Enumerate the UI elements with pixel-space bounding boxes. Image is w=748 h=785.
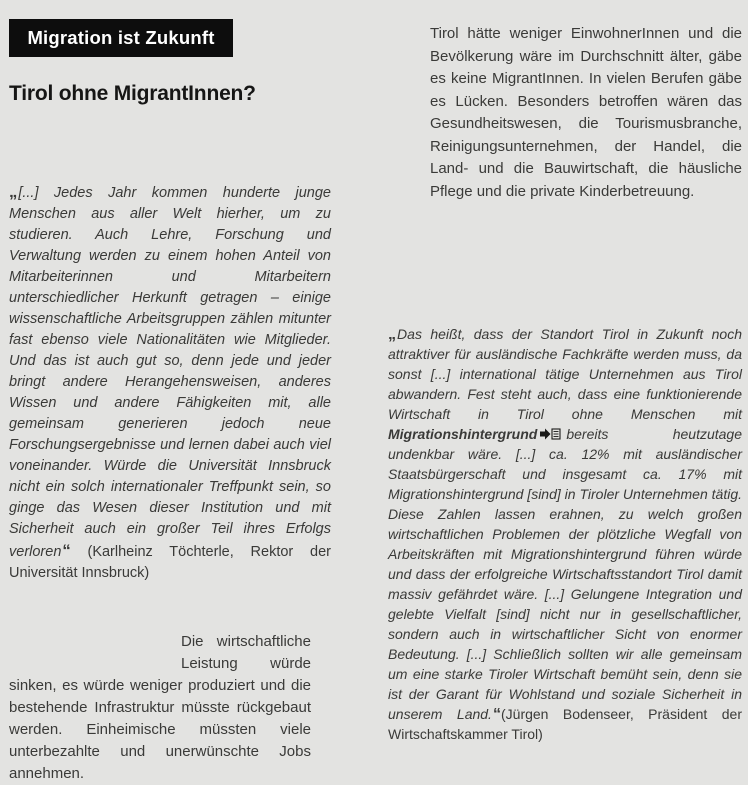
quote-toechterle xyxy=(9,181,331,584)
quote-bodenseer-text-part1: Das heißt, dass der Standort Tirol in Zukunft noch attraktiver für ausländische Fachkräfte werden muss, da sonst [...] international tätige Unternehmen aus Tirol abwandern. Fest steht auch, dass eine funktionierende Wirtschaft in Tirol ohne Menschen mit xyxy=(388,326,742,422)
quote-bodenseer xyxy=(388,324,742,744)
cross-reference-icon xyxy=(540,428,561,440)
quote-bodenseer-text-part2: bereits heutzutage undenkbar wäre. [...] ca. 12% mit ausländischer Staatsbürgerschaft und insgesamt ca. 17% mit Migrationshintergrund [sind] in Tiroler Unternehmen tätig. Diese Zahlen lassen erahnen, zu welch großen wirtschaftlichen Problemen der plötzliche Wegfall von Arbeitskräften mit Migrationshintergrund führen würde und dass der erfolgreiche Wirtschaftsstandort Tirol damit massiv gefährdet wäre. [...] Gelungene Integration und gelebte Vielfalt [sind] nicht nur in gesellschaftlicher, sondern auch in wirtschaftlicher Sicht von enormer Bedeutung. [...] Schließlich sollten wir alle gemeinsam um eine starke Tiroler Wirtschaft bemüht sein, denn sie ist der Garant für Wohlstand und soziale Sicherheit in unserem Land. xyxy=(388,426,742,722)
open-quote-mark: „ xyxy=(388,325,396,343)
quote-toechterle-text: [...] Jedes Jahr kommen hunderte junge Menschen aus aller Welt hierher, um zu studieren. Auch Lehre, Forschung und Verwaltung werden zu einem hohen Anteil von Mitarbeiterinnen und Mitarbeitern unterschiedlicher Herkunft getragen – einige wissenschaftliche Arbeitsgruppen zählen mitunter fast ebenso viele Nationalitäten wie Mitglieder. Und das ist auch gut so, denn jede und jeder bringt andere Herangehensweisen, anderes Wissen und andere Fähigkeiten mit, alle gemeinsam generieren jedoch neue Forschungsergebnisse und lernen dabei auch viel voneinander. Würde die Universität Innsbruck nicht ein solch internationaler Treffpunkt sein, so ginge das Wesen dieser Institution und mit Sicherheit auch ein großer Teil ihres Erfolgs verloren xyxy=(9,184,331,560)
paragraph-economy xyxy=(9,631,311,785)
quote-bodenseer-attribution: (Jürgen Bodenseer, Präsident der Wirtschaftskammer Tirol) xyxy=(388,706,742,742)
text-wrap-spacer xyxy=(9,631,181,675)
section-banner xyxy=(9,19,233,57)
open-quote-mark: „ xyxy=(9,181,17,201)
page-title: Tirol ohne MigrantInnen? xyxy=(9,82,256,106)
section-banner-label: Migration ist Zukunft xyxy=(27,27,215,48)
quote-toechterle-attribution: (Karlheinz Töchterle, Rektor der Universität Innsbruck) xyxy=(9,543,331,581)
bold-term-migrationshintergrund: Migrationshintergrund xyxy=(388,426,538,442)
close-quote-mark: “ xyxy=(62,540,70,560)
close-quote-mark: “ xyxy=(492,705,500,723)
paragraph-economy-text: Die wirtschaftliche Leistung würde sinken, es würde weniger produziert und die bestehende Infrastruktur müsste rückgebaut werden. Einheimische müssten viele unterbezahlte und unerwünschte Jobs annehmen. xyxy=(9,633,311,782)
paragraph-population xyxy=(430,23,742,203)
paragraph-population-text: Tirol hätte weniger EinwohnerInnen und die Bevölkerung wäre im Durchschnitt älter, gäbe es keine MigrantInnen. In vielen Berufen gäbe es Lücken. Besonders betroffen wären das Gesundheitswesen, die Tourismusbranche, Reinigungsunternehmen, der Handel, die Land- und die Bauwirtschaft, die häusliche Pflege und die private Kinderbetreuung. xyxy=(430,25,742,200)
